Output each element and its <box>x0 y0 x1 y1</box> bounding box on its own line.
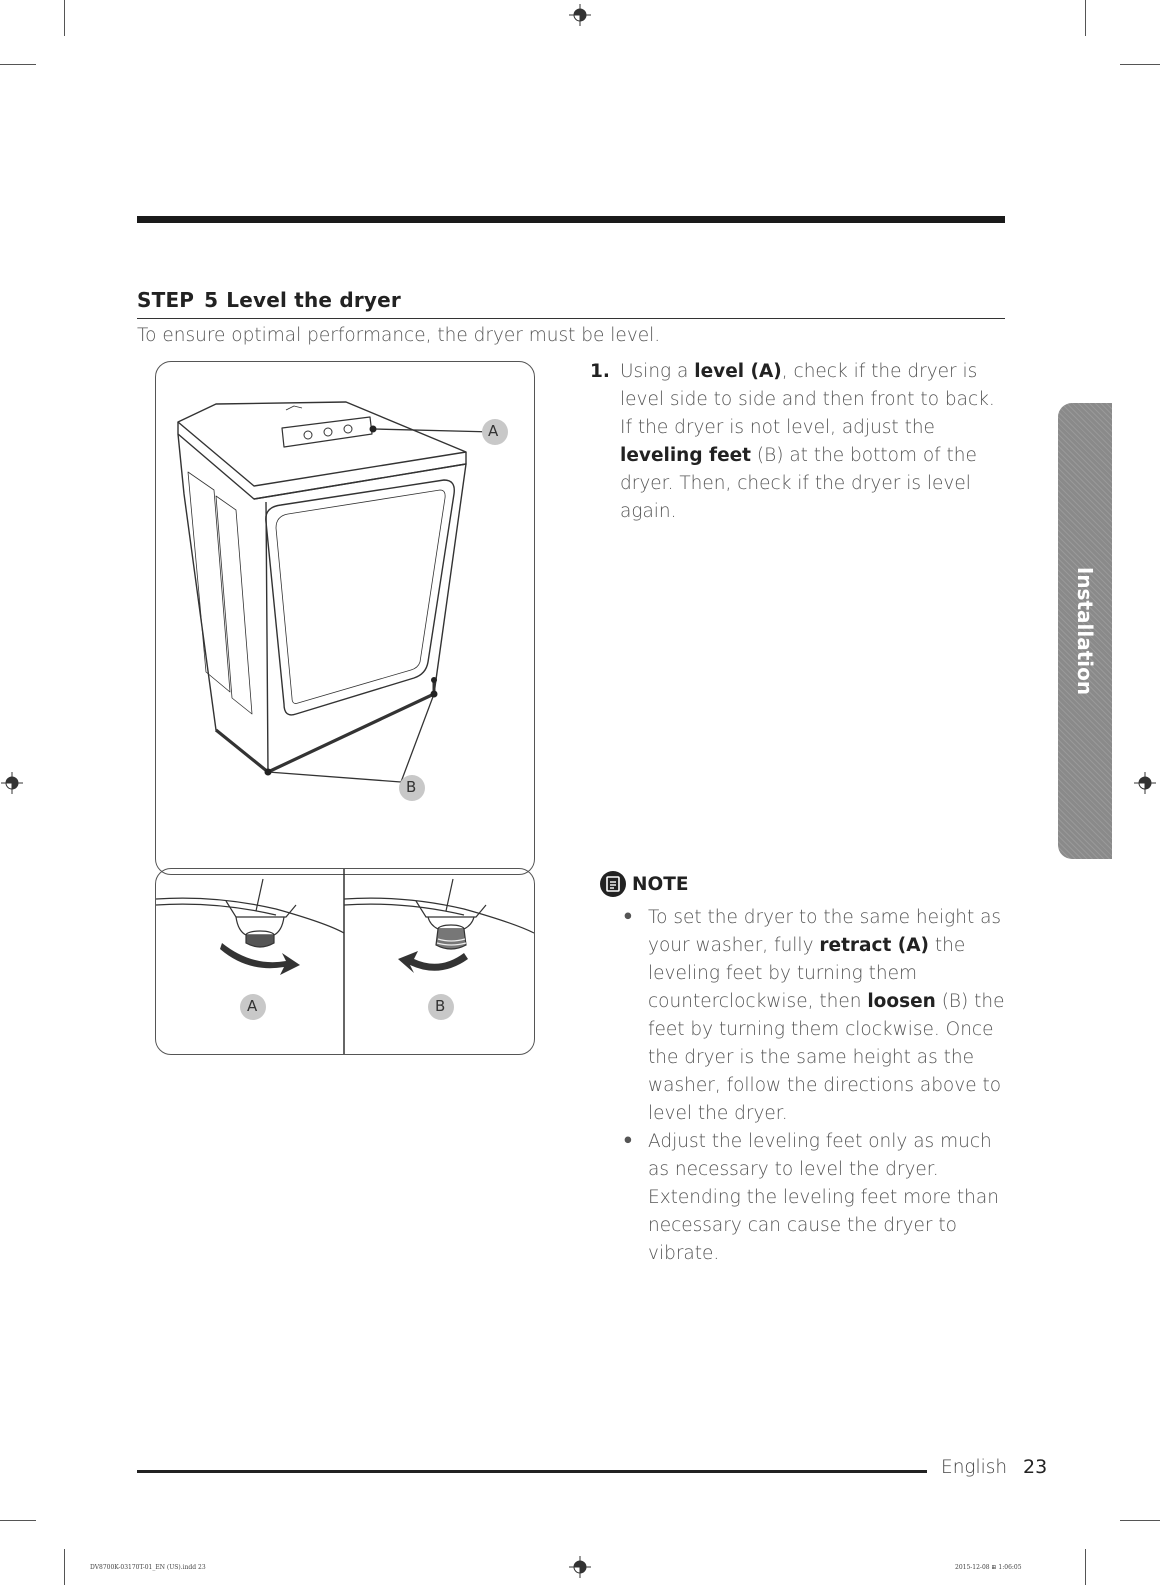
crop-mark <box>1085 1549 1086 1585</box>
label-a: A <box>488 422 499 440</box>
crop-mark <box>0 1520 36 1521</box>
registration-mark-icon <box>1134 772 1156 794</box>
dryer-illustration <box>155 361 535 875</box>
level-term: level (A) <box>694 361 782 382</box>
leveling-feet-drawing <box>156 869 534 1054</box>
note-item <box>612 1128 1012 1268</box>
crop-mark <box>0 64 36 65</box>
crop-mark <box>1120 64 1160 65</box>
footer-rule <box>137 1470 927 1473</box>
crop-mark <box>64 1549 65 1585</box>
bullet-icon: • <box>622 1131 634 1152</box>
note-item <box>612 904 1012 1128</box>
registration-mark-icon <box>569 1556 591 1578</box>
note-1-text-2: the leveling feet by turning them counterclockwise, then <box>648 935 966 1012</box>
step-1-text-1: Using a <box>620 361 695 382</box>
loosen-term: loosen <box>867 991 936 1012</box>
note-list <box>612 904 1012 1268</box>
page-number: 23 <box>1023 1456 1048 1478</box>
crop-mark <box>1120 1520 1160 1521</box>
intro-text: To ensure optimal performance, the dryer must be level. <box>137 325 661 346</box>
note-icon <box>600 871 626 897</box>
retract-term: retract (A) <box>819 935 930 956</box>
crop-mark <box>64 0 65 36</box>
step-heading <box>137 288 1005 319</box>
dryer-drawing <box>156 362 534 874</box>
print-file-info: DV8700K-03170T-01_EN (US).indd 23 <box>90 1564 206 1571</box>
registration-mark-icon <box>1 772 23 794</box>
label-b: B <box>406 778 417 796</box>
note-title: NOTE <box>632 873 689 895</box>
note-1-text-3: (B) the feet by turning them clockwise. Once the dryer is the same height as the washer, follow the directions above to level the dryer. <box>648 991 1005 1124</box>
feet-label-a: A <box>247 997 258 1015</box>
step-1 <box>590 358 1010 526</box>
note-2-text: Adjust the leveling feet only as much as necessary to level the dryer. Extending the leveling feet more than necessary can cause the dryer to vibrate. <box>648 1131 999 1264</box>
step-1-body <box>620 358 1010 526</box>
leveling-feet-illustration <box>155 868 535 1055</box>
step-1-text-3: (B) at the bottom of the dryer. Then, check if the dryer is level again. <box>620 445 977 522</box>
print-date-info: 2015-12-08 ⊞ 1:06:05 <box>955 1564 1022 1571</box>
note-header <box>600 868 688 900</box>
note-1-text-1: To set the dryer to the same height as your washer, fully <box>648 907 1002 956</box>
step-1-text-2: , check if the dryer is level side to side and then front to back. If the dryer is not level, adjust the <box>620 361 995 438</box>
top-rule <box>137 216 1005 223</box>
registration-mark-icon <box>569 4 591 26</box>
bullet-icon: • <box>622 907 634 928</box>
side-tab-label: Installation <box>1073 566 1097 696</box>
step-1-number: 1. <box>590 361 610 382</box>
feet-label-b: B <box>435 997 446 1015</box>
crop-mark <box>1085 0 1086 36</box>
step-word: STEP <box>137 288 195 312</box>
footer-language: English <box>941 1457 1008 1478</box>
step-number: 5 <box>204 288 219 312</box>
step-title: Level the dryer <box>226 288 401 312</box>
leveling-feet-term: leveling feet <box>620 445 752 466</box>
installation-section-tab <box>1058 403 1112 859</box>
